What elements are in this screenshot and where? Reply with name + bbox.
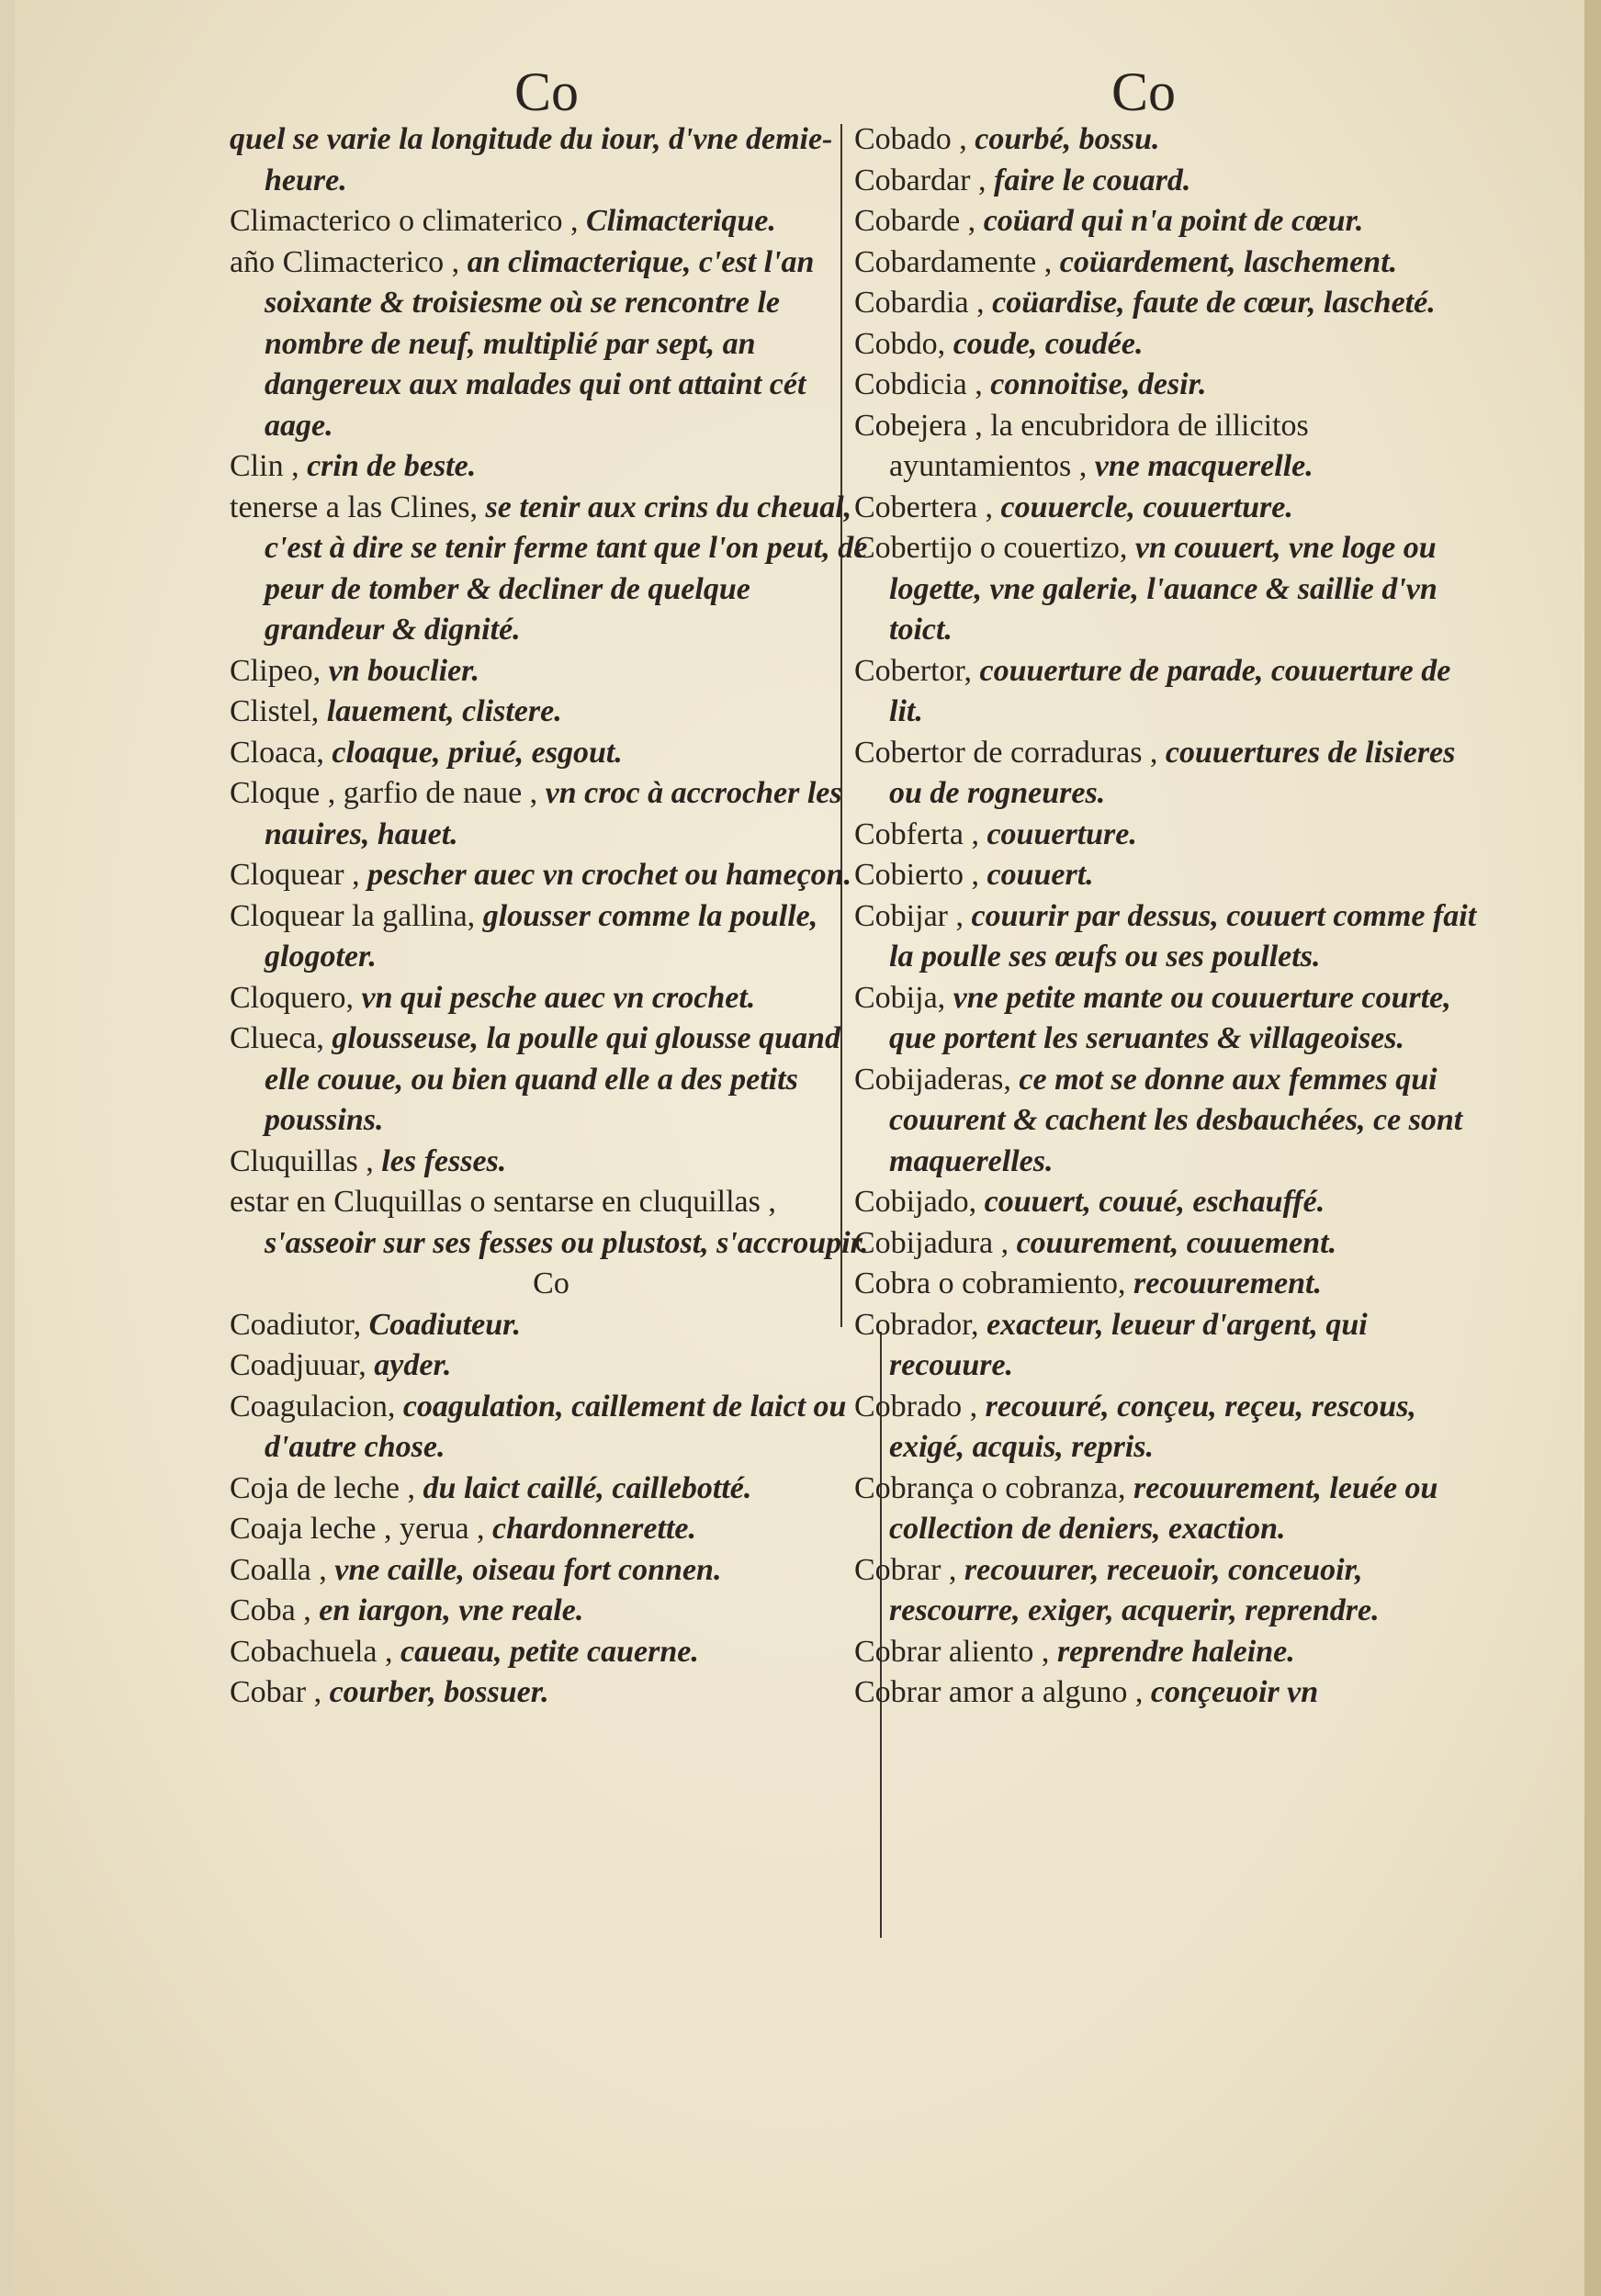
entry-translation: glousser comme la poulle, glogoter. [265, 898, 818, 974]
dictionary-entry [854, 1550, 1479, 1632]
entry-headword: Cobrança o cobranza, [854, 1470, 1126, 1505]
entry-translation: faire le couard. [994, 163, 1191, 197]
entry-translation: s'asseoir sur ses fesses ou plustost, s'accroupir. [265, 1225, 869, 1260]
dictionary-entry [854, 488, 1479, 529]
entry-translation: lauement, clistere. [326, 694, 562, 728]
entry-headword: Cobar , [230, 1675, 322, 1709]
entry-headword: Coalla , [230, 1552, 327, 1587]
section-heading [230, 1264, 873, 1305]
entry-translation: caueau, petite cauerne. [400, 1634, 699, 1669]
entry-headword: Cobierto , [854, 858, 979, 892]
entry-translation: coüard qui n'a point de cœur. [983, 204, 1364, 238]
dictionary-entry [854, 1672, 1479, 1714]
dictionary-entry [854, 365, 1479, 406]
dictionary-entry [230, 201, 873, 242]
dictionary-entry [230, 488, 873, 651]
entry-translation: ayder. [374, 1348, 452, 1382]
dictionary-entry [230, 1019, 873, 1142]
dictionary-entry [854, 406, 1479, 488]
entry-translation: vne petite mante ou couuerture courte, que portent les seruantes & villageoises. [889, 980, 1451, 1055]
dictionary-entry [230, 692, 873, 733]
dictionary-entry [230, 651, 873, 692]
dictionary-entry [854, 1182, 1479, 1223]
dictionary-entry [230, 446, 873, 488]
dictionary-entry [854, 1305, 1479, 1387]
entry-headword: Cobertijo o couertizo, [854, 531, 1128, 565]
dictionary-entry [230, 1550, 873, 1592]
entry-translation: recouurement. [1133, 1266, 1322, 1300]
entry-headword: tenerse a las Clines, [230, 490, 479, 524]
dictionary-entry [230, 733, 873, 774]
dictionary-entry [854, 283, 1479, 324]
entry-headword: Cobijado, [854, 1185, 977, 1219]
entry-translation: connoitise, desir. [990, 367, 1207, 401]
entry-translation: vn qui pesche auec vn crochet. [361, 980, 756, 1015]
entry-translation: chardonnerette. [492, 1512, 696, 1546]
entry-translation: couuertures de lisieres ou de rogneures. [889, 735, 1456, 810]
entry-headword: Cobardar , [854, 163, 987, 197]
entry-translation: couuercle, couuerture. [1000, 490, 1293, 524]
entry-translation: coagulation, caillement de laict ou d'autre chose. [265, 1389, 847, 1464]
dictionary-entry [854, 651, 1479, 733]
entry-translation: recouurer, receuoir, conceuoir, rescourre, exiger, acquerir, reprendre. [889, 1552, 1380, 1627]
entry-translation: couuerture. [987, 816, 1137, 851]
dictionary-entry [854, 528, 1479, 651]
dictionary-entry [230, 978, 873, 1019]
dictionary-entry [854, 161, 1479, 202]
entry-translation: vne caille, oiseau fort connen. [334, 1552, 722, 1587]
entry-headword: Cobrado , [854, 1389, 978, 1424]
dictionary-entry [230, 242, 873, 447]
entry-headword: Cobertor, [854, 653, 972, 688]
entry-translation: en iargon, vne reale. [319, 1593, 584, 1627]
entry-headword: estar en Cluquillas o sentarse en cluquillas , [230, 1185, 776, 1219]
right-column [854, 119, 1479, 1714]
entry-headword: Coadjuuar, [230, 1348, 366, 1382]
entry-headword: Cobrador, [854, 1307, 979, 1342]
dictionary-entry [854, 324, 1479, 366]
entry-translation: coüardement, laschement. [1059, 244, 1398, 279]
entry-translation: crin de beste. [307, 449, 477, 483]
dictionary-entry [854, 201, 1479, 242]
entry-translation: du laict caillé, caillebotté. [423, 1470, 752, 1505]
dictionary-entry [230, 1345, 873, 1387]
entry-translation: exacteur, leueur d'argent, qui recouure. [889, 1307, 1368, 1382]
entry-headword: Cobija, [854, 980, 946, 1015]
entry-translation: couuert, couué, eschauffé. [984, 1185, 1325, 1219]
entry-translation: vn bouclier. [328, 653, 480, 688]
dictionary-entry [230, 1142, 873, 1183]
entry-headword: Cobardia , [854, 286, 985, 320]
dictionary-entry [854, 1264, 1479, 1305]
entry-headword: Clistel, [230, 694, 320, 728]
dictionary-entry [854, 1387, 1479, 1469]
entry-headword: Cobrar aliento , [854, 1634, 1050, 1669]
entry-headword: Cloquear la gallina, [230, 898, 476, 933]
entry-headword: Cobado , [854, 122, 967, 156]
entry-headword: Coba , [230, 1593, 311, 1627]
entry-headword: Coadiutor, [230, 1307, 362, 1342]
entry-headword: Clueca, [230, 1021, 324, 1055]
entry-translation: glousseuse, la poulle qui glousse quand elle couue, ou bien quand elle a des petits poussins. [265, 1021, 840, 1137]
entry-headword: Cobejera , la encubridora de illicitos ayuntamientos , [854, 408, 1309, 483]
entry-translation: reprendre haleine. [1056, 1634, 1295, 1669]
entry-headword: Coja de leche , [230, 1470, 416, 1505]
dictionary-entry [854, 733, 1479, 815]
entry-headword: Cloquear , [230, 858, 360, 892]
entry-translation: courbé, bossu. [975, 122, 1160, 156]
page-right-edge [1584, 0, 1601, 2296]
entry-translation: les fesses. [381, 1143, 507, 1178]
entry-translation: coüardise, faute de cœur, lascheté. [992, 286, 1436, 320]
entry-headword: Cobertera , [854, 490, 994, 524]
entry-translation: couuerture de parade, couuerture de lit. [889, 653, 1451, 728]
dictionary-entry [854, 242, 1479, 284]
entry-translation: vn croc à accrocher les nauires, hauet. [265, 776, 842, 851]
entry-translation: Coadiuteur. [368, 1307, 521, 1342]
dictionary-entry [230, 1305, 873, 1346]
dictionary-entry [230, 896, 873, 978]
entry-headword: Cobdo, [854, 326, 946, 361]
entry-translation: vne macquerelle. [1094, 449, 1313, 483]
left-column [230, 119, 873, 1714]
entry-translation: coude, coudée. [953, 326, 1144, 361]
entry-translation: recouurement, leuée ou collection de deniers, exaction. [889, 1470, 1438, 1546]
entry-headword: Cobra o cobramiento, [854, 1266, 1126, 1300]
entry-translation: vn couuert, vne loge ou logette, vne galerie, l'auance & saillie d'vn toict. [889, 531, 1438, 647]
entry-headword: Co [533, 1266, 569, 1300]
dictionary-entry [230, 1469, 873, 1510]
entry-translation: recouuré, conçeu, reçeu, rescous, exigé, acquis, repris. [889, 1389, 1416, 1464]
entry-translation: pescher auec vn crochet ou hameçon. [367, 858, 852, 892]
page-left-edge [0, 0, 15, 2296]
entry-translation: courber, bossuer. [329, 1675, 549, 1709]
dictionary-entry [854, 119, 1479, 161]
dictionary-entry [854, 815, 1479, 856]
entry-headword: Cobardamente , [854, 244, 1053, 279]
right-column-header: Co [1111, 62, 1177, 122]
entry-translation: couurement, couuement. [1016, 1225, 1337, 1260]
dictionary-entry [854, 1632, 1479, 1673]
entry-headword: Coagulacion, [230, 1389, 396, 1424]
entry-translation: se tenir aux crins du cheual, c'est à dire se tenir ferme tant que l'on peut, de peur de tomber & decliner de quelque grandeur & dignité. [265, 490, 868, 647]
dictionary-entry [854, 855, 1479, 896]
dictionary-entry [854, 896, 1479, 978]
entry-headword: Climacterico o climaterico , [230, 204, 579, 238]
entry-headword: Cobrar amor a alguno , [854, 1675, 1144, 1709]
dictionary-entry [854, 1060, 1479, 1183]
dictionary-entry [230, 1591, 873, 1632]
entry-headword: Cloquero, [230, 980, 355, 1015]
entry-headword: Cobijadura , [854, 1225, 1009, 1260]
dictionary-entry [230, 1672, 873, 1714]
entry-translation: Climacterique. [586, 204, 776, 238]
dictionary-entry [854, 1223, 1479, 1265]
dictionary-entry [230, 855, 873, 896]
entry-headword: Cloaca, [230, 735, 324, 770]
entry-headword: Cobijar , [854, 898, 964, 933]
entry-headword: Coaja leche , yerua , [230, 1512, 485, 1546]
dictionary-entry [230, 773, 873, 855]
entry-translation: couurir par dessus, couuert comme fait la poulle ses œufs ou ses poullets. [889, 898, 1477, 974]
entry-headword: Cobertor de corraduras , [854, 735, 1158, 770]
entry-headword: Clin , [230, 449, 299, 483]
entry-headword: Cobrar , [854, 1552, 957, 1587]
entry-headword: Cluquillas , [230, 1143, 374, 1178]
entry-translation: quel se varie la longitude du iour, d'vne demie-heure. [230, 122, 833, 197]
entry-translation: cloaque, priué, esgout. [332, 735, 623, 770]
entry-translation: couuert. [987, 858, 1094, 892]
dictionary-entry [230, 1182, 873, 1264]
entry-headword: Cobferta , [854, 816, 979, 851]
dictionary-entry [230, 119, 873, 201]
dictionary-entry [230, 1632, 873, 1673]
entry-headword: Cobijaderas, [854, 1062, 1011, 1097]
dictionary-entry [854, 1469, 1479, 1550]
entry-translation: conçeuoir vn [1150, 1675, 1319, 1709]
dictionary-entry [230, 1509, 873, 1550]
entry-translation: an climacterique, c'est l'an soixante & troisiesme où se rencontre le nombre de neuf, multiplié par sept, an dangereux aux malades qui ont attaint cét aage. [265, 244, 815, 443]
entry-headword: año Climacterico , [230, 244, 460, 279]
entry-headword: Cobdicia , [854, 367, 983, 401]
dictionary-entry [854, 978, 1479, 1060]
entry-translation: ce mot se donne aux femmes qui couurent & cachent les desbauchées, ce sont maquerelles. [889, 1062, 1463, 1178]
entry-headword: Cloque , garfio de naue , [230, 776, 538, 810]
entry-headword: Cobachuela , [230, 1634, 393, 1669]
entry-headword: Clipeo, [230, 653, 321, 688]
left-column-header: Co [514, 62, 580, 122]
entry-headword: Cobarde , [854, 204, 976, 238]
dictionary-entry [230, 1387, 873, 1469]
